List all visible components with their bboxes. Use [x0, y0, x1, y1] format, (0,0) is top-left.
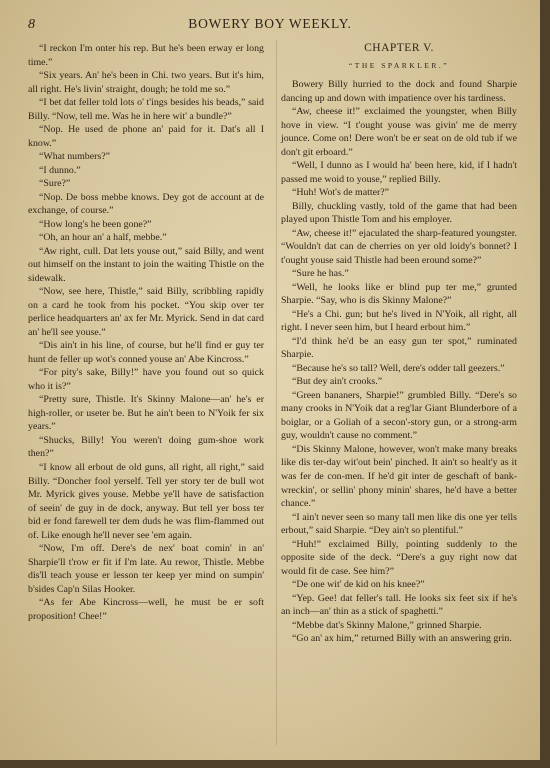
chapter-subtitle: “THE SPARKLER.”	[348, 60, 450, 70]
paragraph: “What numbers?”	[39, 151, 111, 163]
paragraph: “I dunno.”	[39, 164, 81, 176]
paragraph: “I know all erbout de old guns, all right, all right,” said Billy. “Doncher fool yerself. Tell yer story ter de bull wot Mr. Myrick gives youse. Mebbe ye'll have de satisfaction of seein' de guy in de dock, anyway. But tell yer boss ter bid er fond farewell ter dem duds he was flim-flammed out of. Like enough he'll never see 'em again.	[28, 461, 264, 541]
paragraph: “How long's he been gone?”	[39, 218, 152, 230]
paragraph: “But dey ain't crooks.”	[292, 376, 383, 388]
paragraph: “He's a Chi. gun; but he's lived in N'Yoik, all right, all right. I never seen him, but I heard erbout him.”	[281, 308, 517, 334]
page-edge-shadow	[540, 0, 550, 768]
paragraph: “Nop. He used de phone an' paid for it. Dat's all I know.”	[28, 124, 264, 149]
paragraph: “De one wit' de kid on his knee?”	[292, 579, 425, 591]
column-rule	[276, 40, 277, 745]
paragraph: “Six years. An' he's been in Chi. two years. But it's him, all right. He's livin' straight, dough; he told me so.”	[28, 70, 264, 95]
paragraph: “Aw, cheese it!” ejaculated the sharp-featured youngster. “Wouldn't dat can de cherries on yer old loidy's bonnet? I t'ought youse said Thistle had been eround some?”	[281, 227, 517, 266]
paragraph: “Shucks, Billy! You weren't doing gum-shoe work then?”	[28, 434, 264, 460]
page-bottom-shadow	[0, 760, 550, 768]
paragraph: “Huh! Wot's de matter?”	[292, 187, 390, 199]
left-column	[28, 42, 264, 623]
paragraph: “I reckon I'm onter his rep. But he's been erway er long time.”	[28, 43, 264, 68]
paragraph: “For pity's sake, Billy!” have you found out so quick who it is?”	[28, 367, 264, 392]
paragraph: “Oh, an hour an' a half, mebbe.”	[39, 232, 167, 244]
paragraph: “I ain't never seen so many tall men like dis one yer tells erbout,” said Sharpie. “Dey ain't so plentiful.”	[281, 511, 517, 537]
page-number: 8	[28, 17, 35, 32]
paragraph: “I bet dat feller told lots o' t'ings besides his beads,” said Billy. “Now, tell me. Was he in here wit' a bundle?”	[28, 97, 264, 122]
paragraph: “Aw right, cull. Dat lets youse out,” said Billy, and went out himself on the instant to join the waiting Thistle on the sidewalk.	[28, 245, 264, 284]
paragraph: “Pretty sure, Thistle. It's Skinny Malone—an' he's er high-roller, or useter be. But he ain't been to N'Yoik fer six years.”	[28, 394, 264, 433]
paragraph: “Well, he looks like er blind pup ter me,” grunted Sharpie. “Say, who is dis Skinny Malone?”	[281, 281, 517, 307]
paragraph: Billy, chuckling vastly, told of the game that had been played upon Thistle Tom and his employer.	[281, 200, 517, 226]
paragraph: “Yep. Gee! dat feller's tall. He looks six feet six if he's an inch—an' thin as a stick of spaghetti.”	[281, 592, 517, 618]
right-column-body	[281, 78, 517, 646]
paragraph: “As fer Abe Kincross—well, he must be er soft proposition! Chee!”	[28, 597, 264, 622]
paragraph: “Well, I dunno as I would ha' been here, kid, if I hadn't passed me woid to youse,” replied Billy.	[281, 160, 517, 185]
paragraph: “Dis ain't in his line, of course, but he'll find er guy ter hunt de feller up wot's conned youse an' Abe Kincross.”	[28, 340, 264, 365]
paragraph: “Sure he has.”	[292, 268, 349, 280]
paragraph: “Dis Skinny Malone, however, won't make many breaks like dis ter-day wit'out bein' pinched. It ain't so healt'y as it was fer de con-men. If he'd git inter de geschaft of bank-wreckin', or sellin' phony minin' shares, he'd have a better chance.”	[281, 443, 517, 510]
paragraph: “I'd think he'd be an easy gun ter spot,” ruminated Sharpie.	[281, 335, 517, 361]
paragraph: “Now, see here, Thistle,” said Billy, scribbling rapidly on a card he took from his pocket. “You skip over ter perlice headquarters an' ax fer Mr. Myrick. Send in dat card an' he'll see youse.”	[28, 286, 264, 338]
paragraph: Bowery Billy hurried to the dock and found Sharpie dancing up and down with impatience over his tardiness.	[281, 79, 517, 104]
paragraph: “Aw, cheese it!” exclaimed the youngster, when Billy hove in view. “I t'ought youse was givin' me de merry jounce. Come on! Dere won't be er seat on de old tub if we don't git erboard.”	[281, 106, 517, 158]
paragraph: “Because he's so tall? Well, dere's odder tall geezers.”	[292, 362, 505, 374]
paragraph: “Green bananers, Sharpie!” grumbled Billy. “Dere's so many crooks in N'Yoik dat a reg'lar Giant Blunderbore of a boiglar, or a Goliah of a secon'-story gun, or a strong-arm guy, wouldn't cause no comment.”	[281, 389, 517, 442]
paragraph: “Nop. De boss mebbe knows. Dey got de account at de exchange, of course.”	[28, 191, 264, 217]
running-head: BOWERY BOY WEEKLY.	[188, 16, 352, 31]
paragraph: “Go an' ax him,” returned Billy with an answering grin.	[292, 633, 512, 645]
paragraph: “Huh!” exclaimed Billy, pointing suddenly to the opposite side of the deck. “Dere's a guy right now dat would fit de case. See him?”	[281, 538, 517, 577]
chapter-title: CHAPTER V.	[364, 42, 434, 54]
paragraph: “Mebbe dat's Skinny Malone,” grinned Sharpie.	[292, 619, 482, 631]
right-column	[281, 42, 517, 646]
paragraph: “Now, I'm off. Dere's de nex' boat comin' in an' Sharpie'll t'row er fit if I'm late. Au rewor, Thistle. Mebbe dis'll teach youse er lesson ter keep yer mind on sumpin' b'sides Cap'n Silas Hooker.	[28, 543, 264, 595]
paragraph: “Sure?”	[39, 178, 71, 190]
